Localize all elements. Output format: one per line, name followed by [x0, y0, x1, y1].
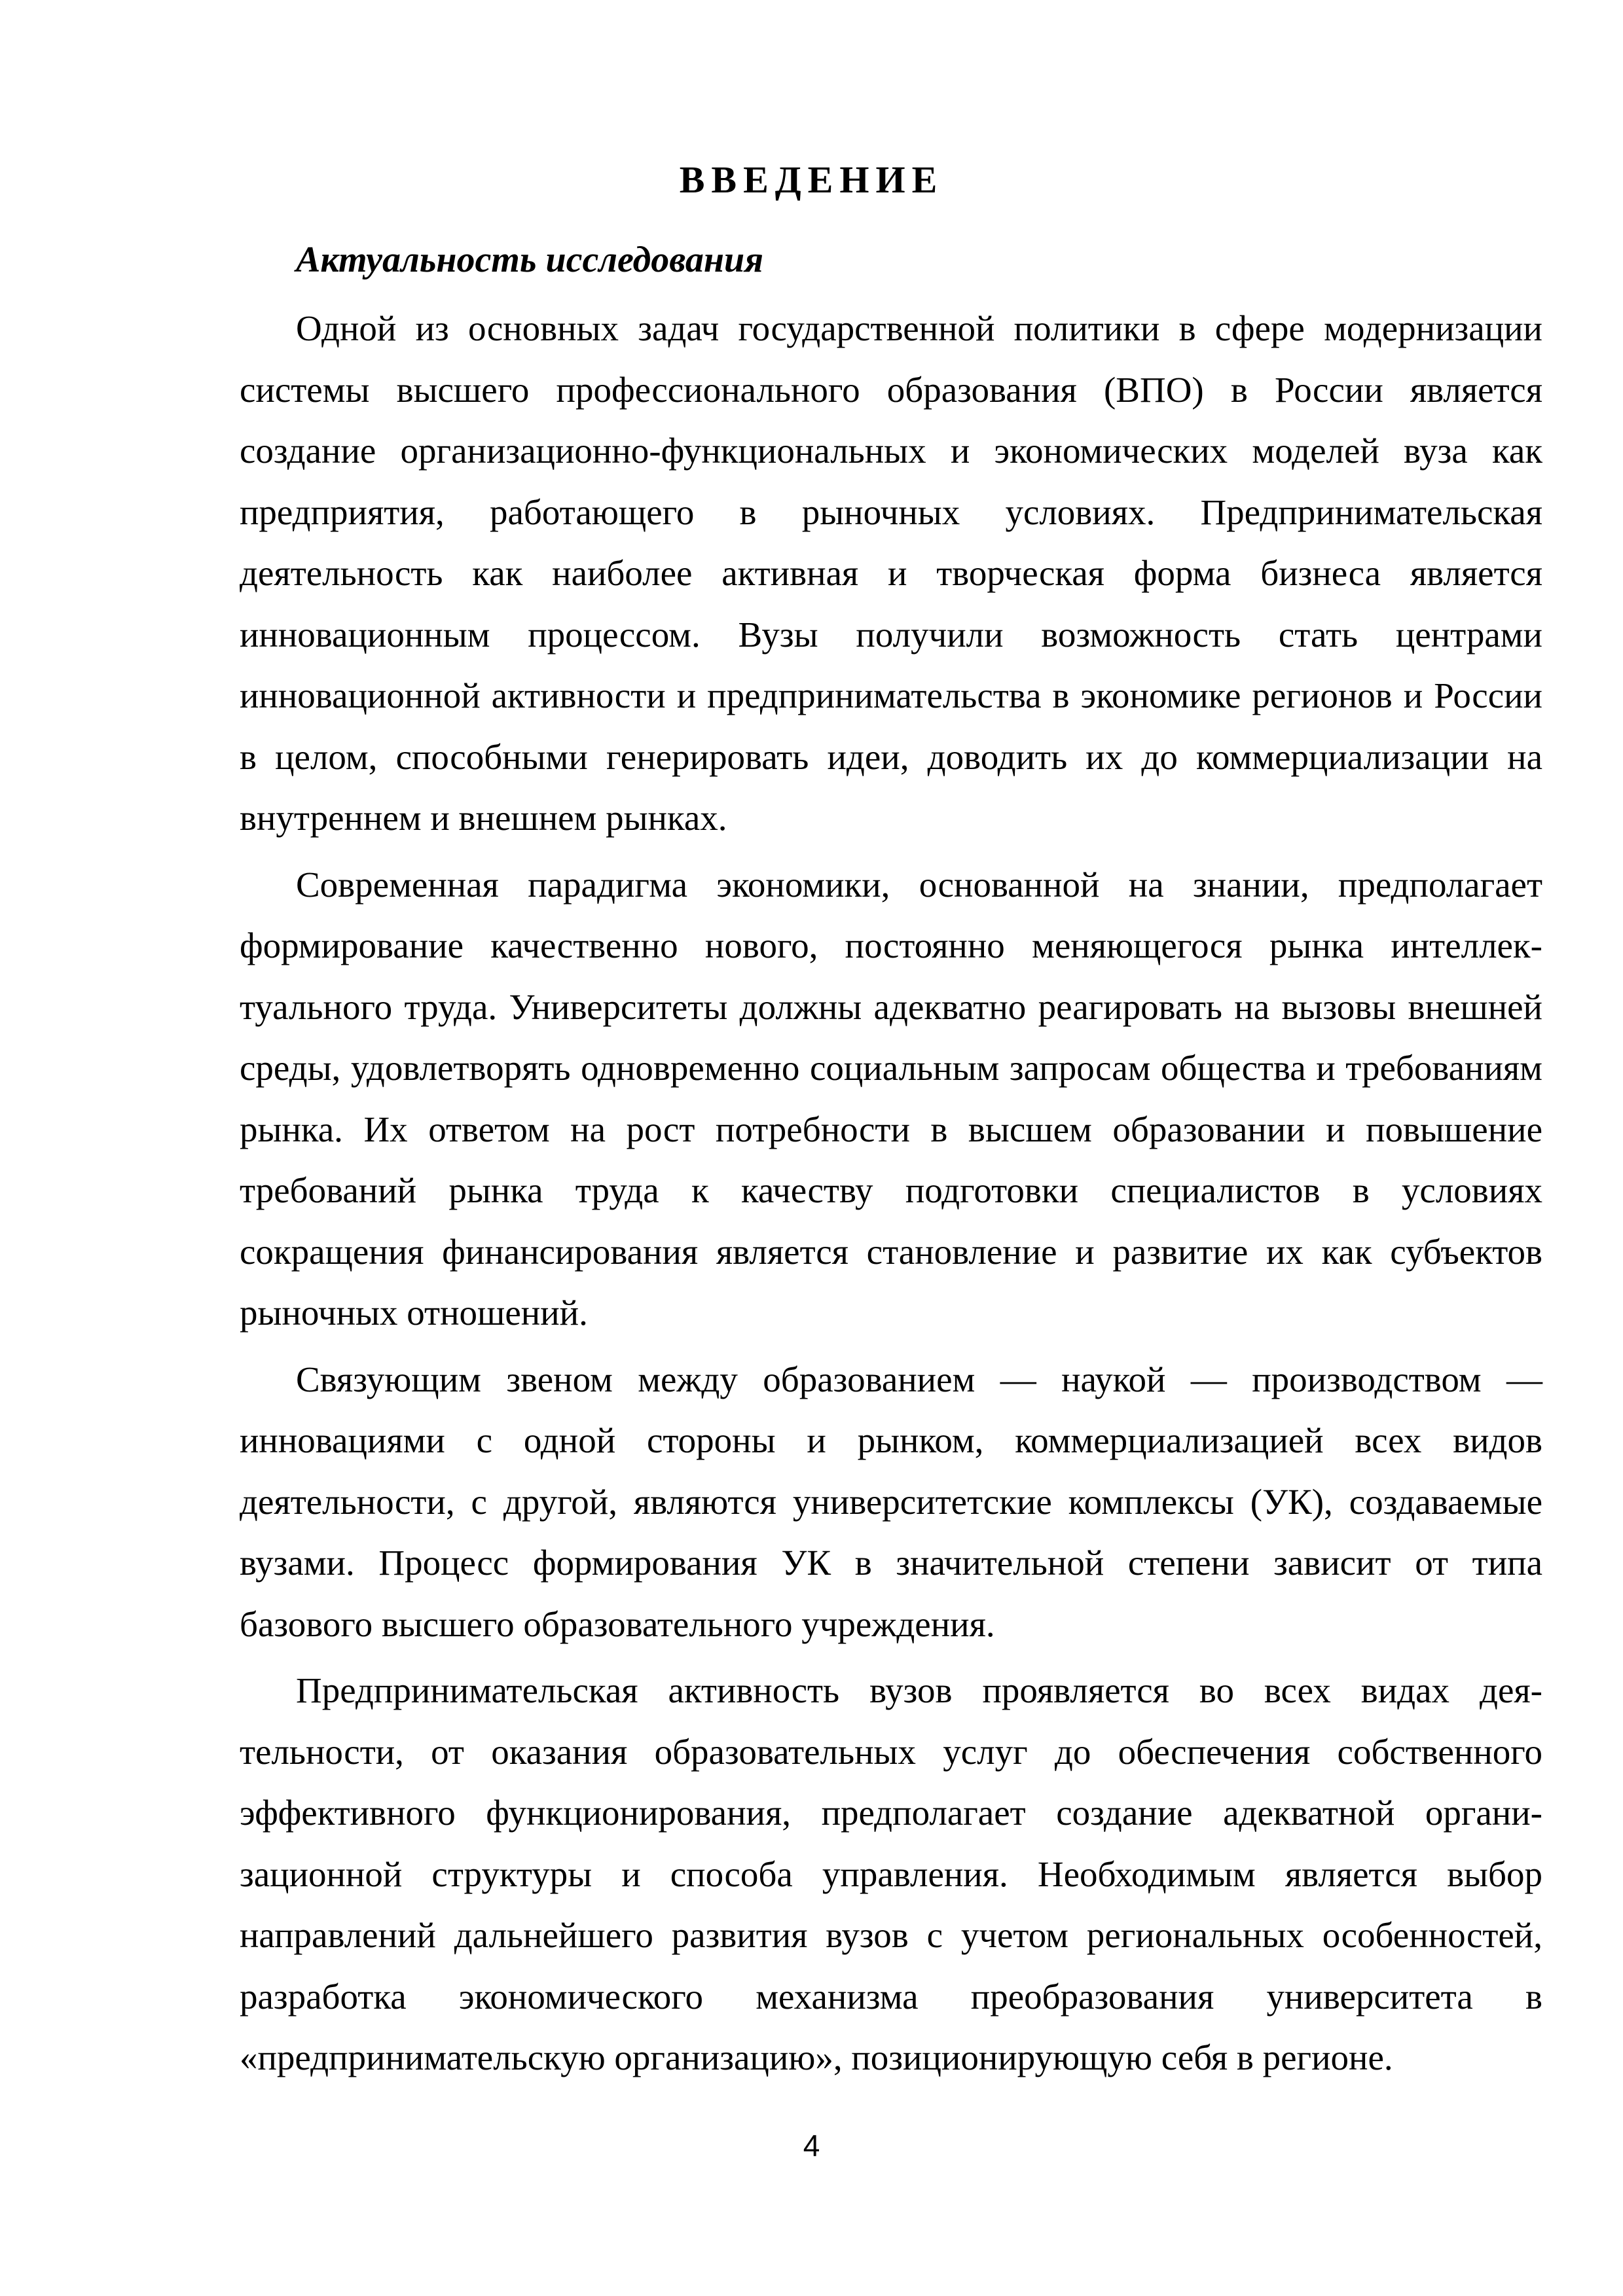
section-heading: ВВЕДЕНИЕ [679, 158, 944, 201]
paragraph-2: Современная парадигма экономики, основанной на знании, предполагает формирование качественно нового, постоянно меняющегося рынка интеллектуального труда. Университеты должны адекватно реагировать на вызовы внешней среды, удовлетворять одновременно социальным запросам общества и требованиям рынка. Их ответом на рост потребности в высшем образовании и повышение требований рынка труда к качеству подготовки специалистов в условиях сокращения финансирования является становление и развитие их как субъектов рыночных отношений. [240, 864, 1542, 1333]
paragraph-1: Одной из основных задач государственной политики в сфере модернизации системы высшего профессионального образования (ВПО) в России является создание организационно-функциональных и экономических моделей вуза как предприятия, работающего в рыночных условиях. Предпринимательская деятельность как наиболее активная и творческая форма бизнеса является инновационным процессом. Вузы получили возможность стать центрами инновационной активности и предпринимательства в экономике регионов и России в целом, способными генерировать идеи, доводить их до коммерциализации на внутреннем и внешнем рынках. [240, 308, 1542, 838]
paragraph-3: Связующим звеном между образованием — наукой — производством — инновациями с одной стороны и рынком, коммерциализацией всех видов деятельности, с другой, являются университетские комплексы (УК), создаваемые вузами. Процесс формирования УК в значительной степени зависит от типа базового высшего образовательного учреждения. [240, 1359, 1542, 1644]
body-text [240, 298, 1542, 2094]
page-number: 4 [803, 2128, 820, 2162]
section-subheading: Актуальность исследования [296, 240, 763, 280]
paragraph-4: Предпринимательская активность вузов проявляется во всех видах деятельности, от оказания образовательных услуг до обеспечения собственного эффективного функционирования, предполагает создание адекватной организационной структуры и способа управления. Необходимым является выбор направлений дальнейшего развития вузов с учетом региональных особенностей, разработка экономического механизма преобразования университета в «предпринимательскую организацию», позиционирующую себя в регионе. [240, 1670, 1542, 2077]
